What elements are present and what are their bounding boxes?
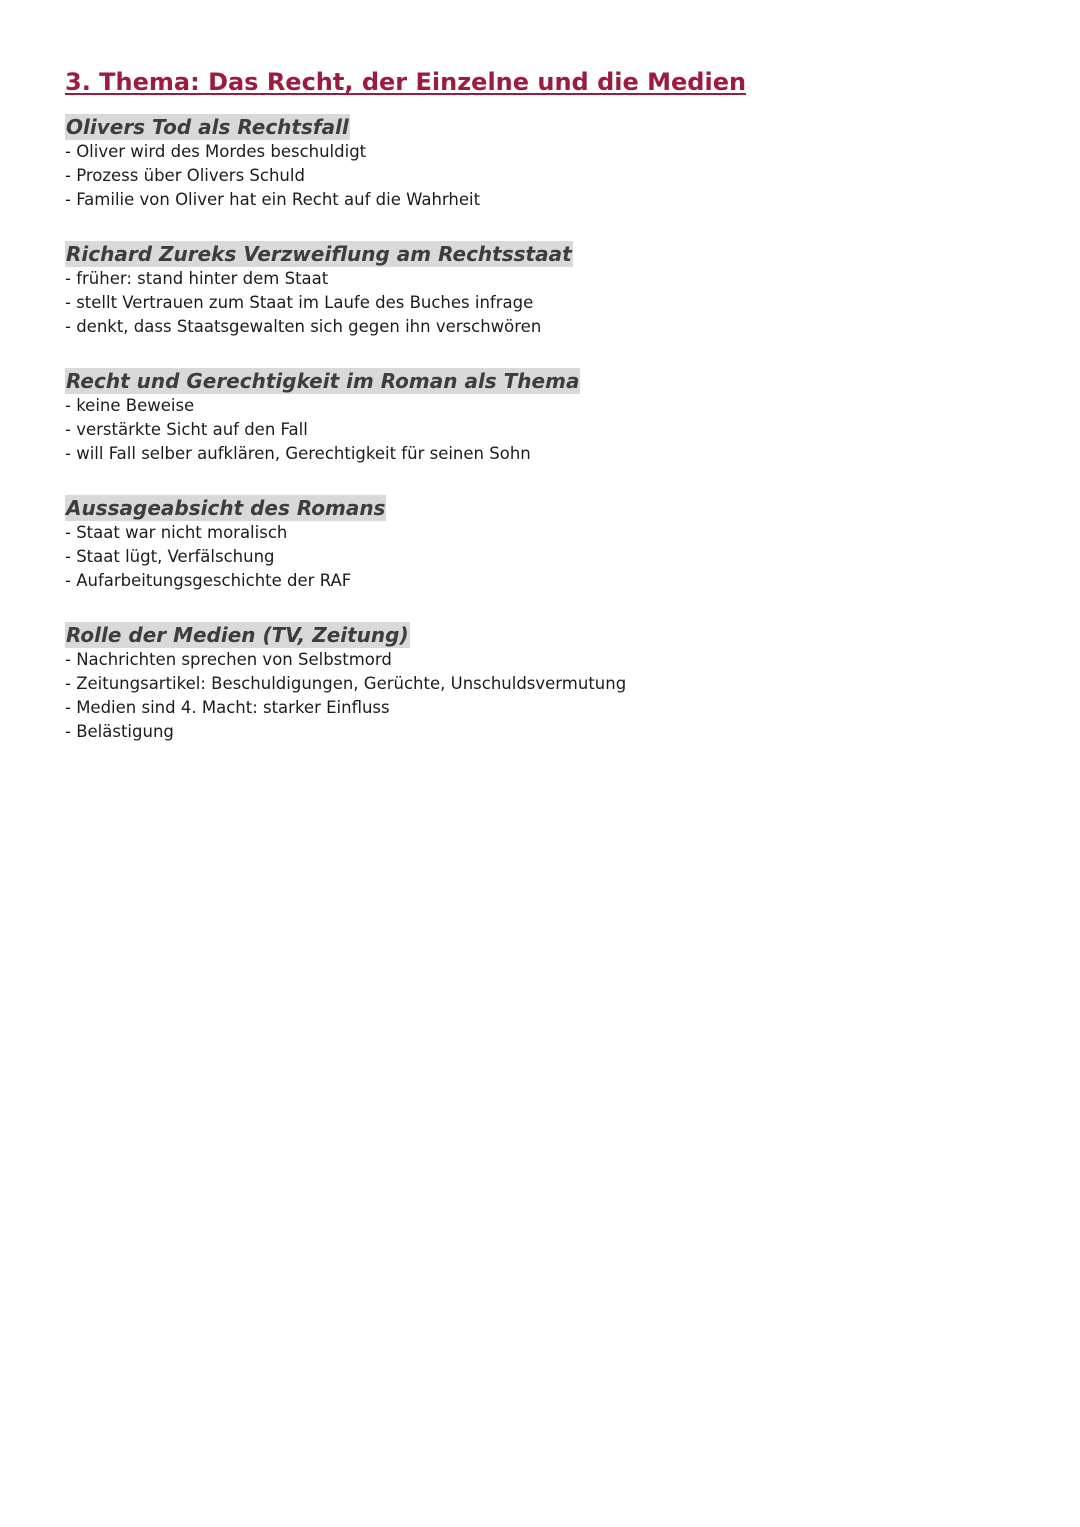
section-heading: Recht und Gerechtigkeit im Roman als Thema xyxy=(66,369,580,393)
bullet-list xyxy=(65,394,1015,466)
list-item: - Aufarbeitungsgeschichte der RAF xyxy=(65,571,352,590)
list-item: - früher: stand hinter dem Staat xyxy=(65,269,329,288)
list-item: - denkt, dass Staatsgewalten sich gegen ihn verschwören xyxy=(65,317,542,336)
bullet-list xyxy=(65,521,1015,593)
page-title: 3. Thema: Das Recht, der Einzelne und die Medien xyxy=(65,68,747,96)
section-rolle-der-medien xyxy=(65,622,1015,744)
list-item: - Staat war nicht moralisch xyxy=(65,523,288,542)
section-heading: Olivers Tod als Rechtsfall xyxy=(66,115,349,139)
section-richard-zurek xyxy=(65,241,1015,339)
list-item: - Familie von Oliver hat ein Recht auf die Wahrheit xyxy=(65,190,481,209)
bullet-list xyxy=(65,267,1015,339)
list-item: - Staat lügt, Verfälschung xyxy=(65,547,275,566)
bullet-list xyxy=(65,648,1015,744)
section-recht-gerechtigkeit xyxy=(65,368,1015,466)
section-heading: Richard Zureks Verzweiflung am Rechtsstaat xyxy=(66,242,572,266)
list-item: - keine Beweise xyxy=(65,396,195,415)
section-olivers-tod xyxy=(65,114,1015,212)
section-aussageabsicht xyxy=(65,495,1015,593)
list-item: - will Fall selber aufklären, Gerechtigkeit für seinen Sohn xyxy=(65,444,531,463)
list-item: - Nachrichten sprechen von Selbstmord xyxy=(65,650,392,669)
list-item: - Medien sind 4. Macht: starker Einfluss xyxy=(65,698,390,717)
list-item: - stellt Vertrauen zum Staat im Laufe des Buches infrage xyxy=(65,293,534,312)
list-item: - Belästigung xyxy=(65,722,174,741)
list-item: - Oliver wird des Mordes beschuldigt xyxy=(65,142,367,161)
list-item: - verstärkte Sicht auf den Fall xyxy=(65,420,308,439)
document-page xyxy=(65,64,1015,744)
list-item: - Zeitungsartikel: Beschuldigungen, Gerüchte, Unschuldsvermutung xyxy=(65,674,627,693)
section-heading: Aussageabsicht des Romans xyxy=(66,496,386,520)
section-heading: Rolle der Medien (TV, Zeitung) xyxy=(66,623,409,647)
bullet-list xyxy=(65,140,1015,212)
list-item: - Prozess über Olivers Schuld xyxy=(65,166,305,185)
